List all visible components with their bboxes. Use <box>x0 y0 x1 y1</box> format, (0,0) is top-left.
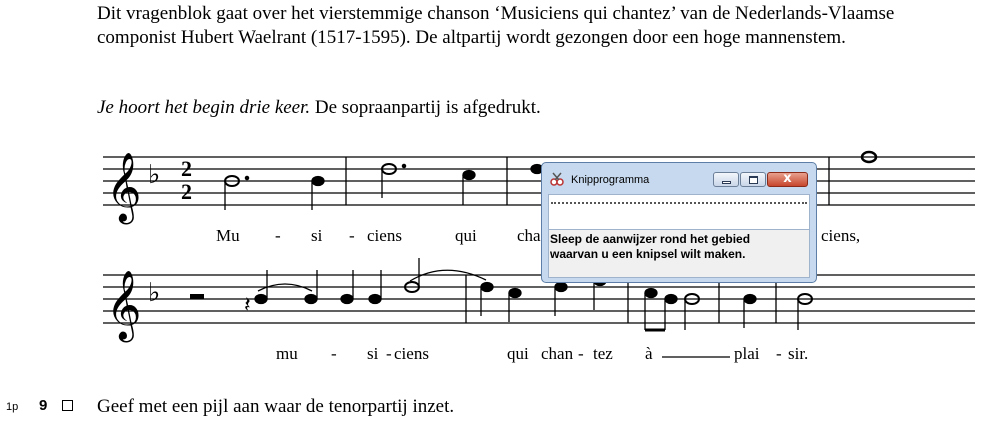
svg-text:chan: chan <box>541 344 574 363</box>
message-line-1: Sleep de aanwijzer rond het gebied <box>550 232 751 246</box>
svg-text:tez: tez <box>593 344 613 363</box>
toolbar-divider <box>551 202 807 204</box>
intro-paragraph: Dit vragenblok gaat over het vierstemmige chanson ‘Musiciens qui chantez’ van de Nederlands-Vlaamse componist Hubert Waelrant (1517-1595). De altpartij wordt gezongen door een hoge mannenstem. <box>97 3 895 48</box>
question-points: 1p <box>6 401 19 413</box>
svg-text:2: 2 <box>181 179 192 204</box>
svg-text:-: - <box>578 344 584 363</box>
svg-text:𝄞: 𝄞 <box>106 270 142 340</box>
snipping-tool-window[interactable] <box>541 162 817 283</box>
svg-text:qui: qui <box>455 226 477 245</box>
message-area <box>548 230 810 278</box>
lyrics-2 <box>276 344 808 363</box>
window-title: Knipprogramma <box>571 174 650 186</box>
treble-clef-1 <box>106 152 141 224</box>
answer-checkbox[interactable] <box>62 400 73 411</box>
svg-text:𝄞: 𝄞 <box>106 152 142 222</box>
svg-text:-: - <box>275 226 281 245</box>
close-button[interactable] <box>767 172 808 187</box>
svg-text:ciens,: ciens, <box>821 226 861 245</box>
svg-text:si: si <box>311 226 323 245</box>
svg-text:2: 2 <box>181 156 192 181</box>
svg-text:Mu: Mu <box>216 226 240 245</box>
instruction-message <box>550 232 750 262</box>
instruction-italic: Je hoort het begin drie keer. <box>97 97 311 118</box>
svg-text:-: - <box>331 344 337 363</box>
message-line-2: waarvan u een knipsel wilt maken. <box>550 247 746 261</box>
scissors-icon <box>550 172 564 186</box>
maximize-button[interactable] <box>740 172 766 187</box>
svg-text:ciens: ciens <box>367 226 402 245</box>
key-flat-2: ♭ <box>148 278 161 308</box>
svg-text:ciens: ciens <box>394 344 429 363</box>
toolbar-area <box>548 194 810 230</box>
question-number: 9 <box>39 397 48 414</box>
staff-2 <box>103 275 975 323</box>
instruction-text: De sopraanpartij is afgedrukt. <box>310 97 541 118</box>
close-icon: x <box>783 171 792 186</box>
question-text: Geef met een pijl aan waar de tenorpartij inzet. <box>97 396 455 417</box>
svg-text:mu: mu <box>276 344 298 363</box>
svg-text:cha: cha <box>517 226 541 245</box>
svg-text:-: - <box>349 226 355 245</box>
svg-text:si: si <box>367 344 379 363</box>
svg-text:sir.: sir. <box>788 344 809 363</box>
window-title-bar[interactable] <box>542 163 816 193</box>
key-flat-1: ♭ <box>148 160 161 190</box>
svg-text:qui: qui <box>507 344 529 363</box>
svg-text:à: à <box>645 344 653 363</box>
minimize-button[interactable] <box>713 172 739 187</box>
svg-text:𝄽: 𝄽 <box>244 293 251 318</box>
time-signature <box>181 156 192 204</box>
svg-text:-: - <box>386 344 392 363</box>
treble-clef-2 <box>106 270 141 342</box>
svg-text:plai: plai <box>734 344 760 363</box>
svg-text:-: - <box>776 344 782 363</box>
